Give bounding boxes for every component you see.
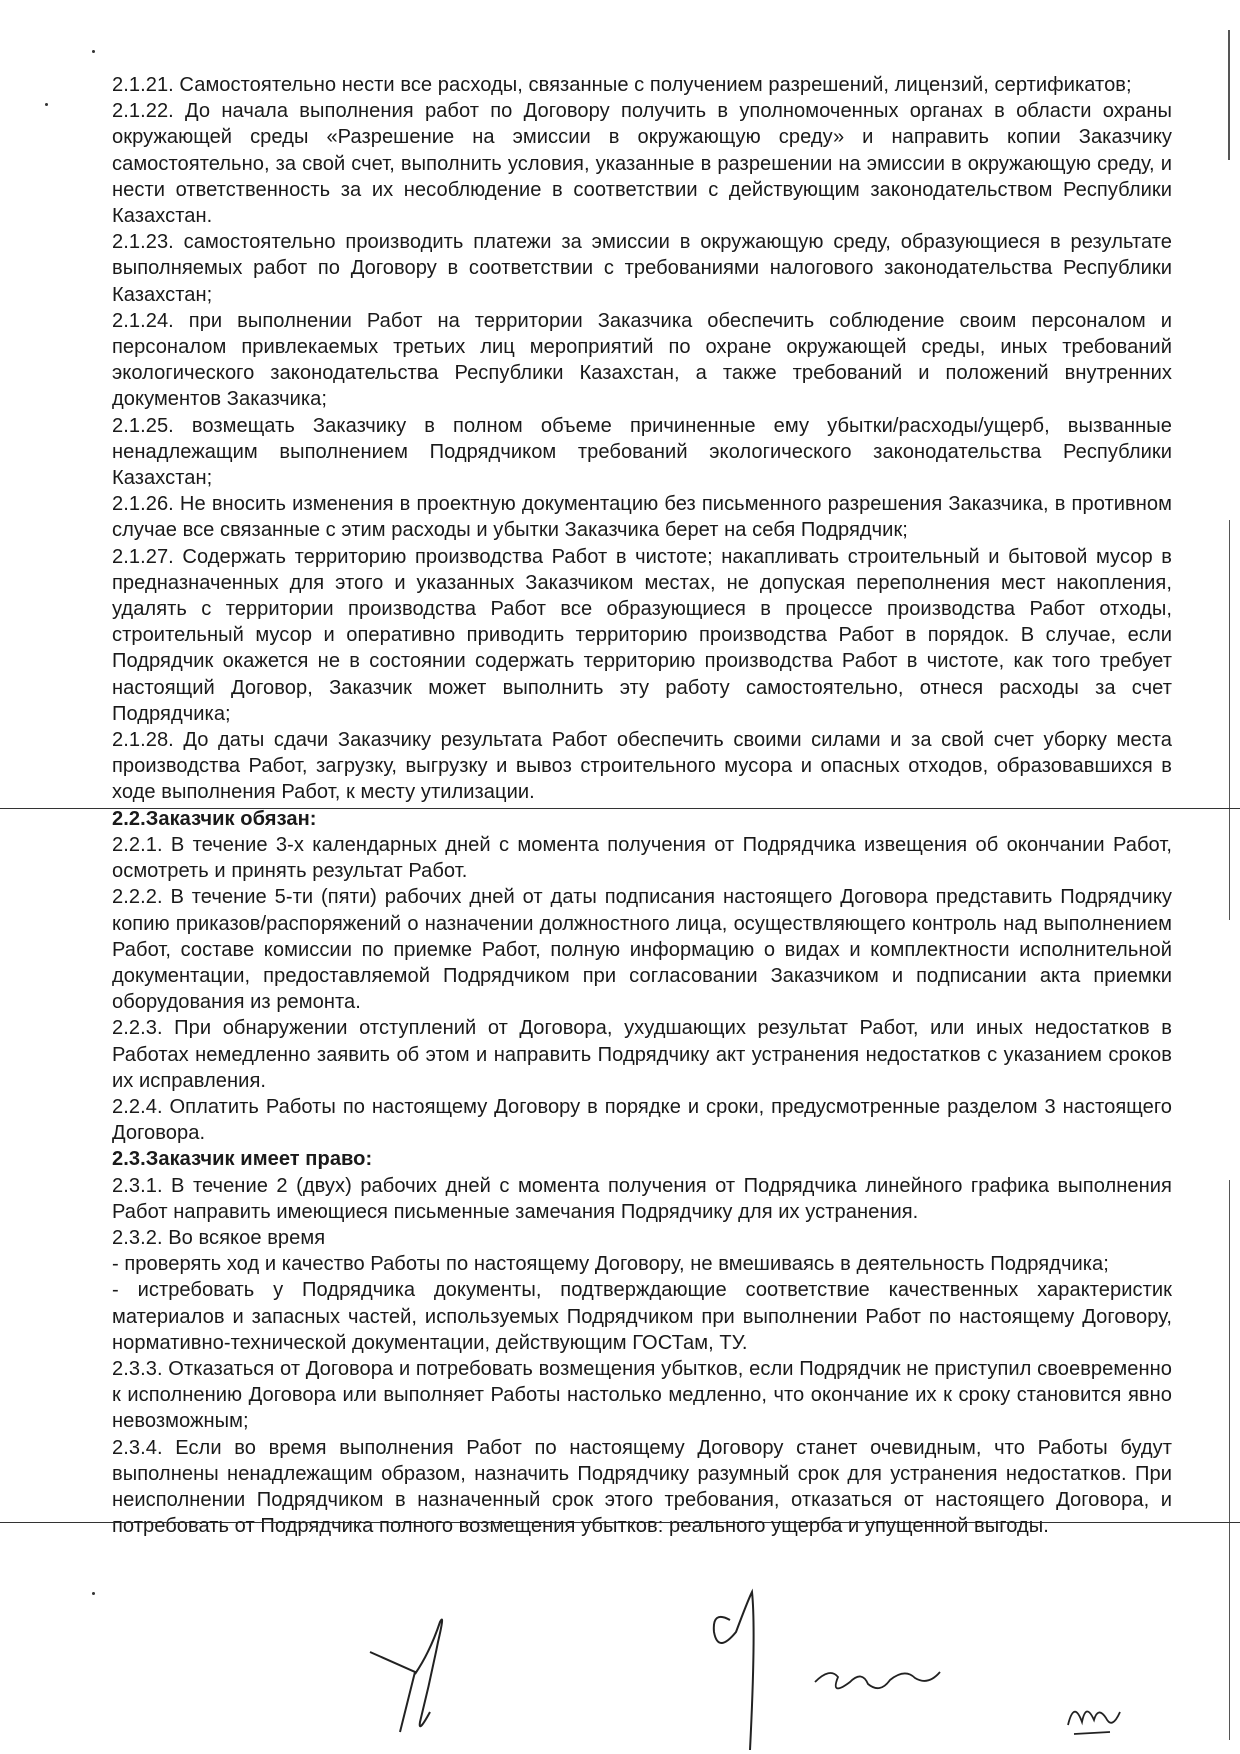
clause-2-3-3: 2.3.3. Отказаться от Договора и потребовать возмещения убытков, если Подрядчик не приступил своевременно к исполнению Договора или выполняет Работы настолько медленно, что окончание их к сроку становится явно невозможным; <box>112 1357 1172 1433</box>
scan-edge-mark <box>1228 30 1230 160</box>
clause-2-2-4: 2.2.4. Оплатить Работы по настоящему Договору в порядке и сроки, предусмотренные разделом 3 настоящего Договора. <box>112 1095 1172 1145</box>
clause-2-1-28: 2.1.28. До даты сдачи Заказчику результата Работ обеспечить своими силами и за свой счет уборку места производства Работ, загрузку, выгрузку и вывоз строительного мусора и опасных отходов, образовавшихся в ходе выполнения Работ, к месту утилизации. <box>112 729 1172 804</box>
scan-speck <box>45 103 48 106</box>
scan-speck <box>92 1592 95 1595</box>
scan-fold-line <box>0 808 1240 809</box>
clause-2-1-27: 2.1.27. Содержать территорию производства Работ в чистоте; накапливать строительный и бытовой мусор в предназначенных для этого и указанных Заказчиком местах, не допуская переполнения мест накопления, удалять с территории производства Работ все образующиеся в процессе производства Работ отходы, строительный мусор и оперативно приводить территорию производства Работ в порядок. В случае, если Подрядчик окажется не в состоянии содержать территорию производства Работ в чистоте, как того требует настоящий Договор, Заказчик может выполнить эту работу самостоятельно, отнеся расходы за счет Подрядчика; <box>112 545 1172 725</box>
scan-fold-line <box>0 1522 1240 1523</box>
scan-edge-mark <box>1229 1180 1230 1740</box>
clause-2-2-2: 2.2.2. В течение 5-ти (пяти) рабочих дней от даты подписания настоящего Договора представить Подрядчику копию приказов/распоряжений о назначении должностного лица, осуществляющего контроль над выполнением Работ, составе комиссии по приемке Работ, полную информацию о видах и комплектности исполнительной документации, предоставляемой Подрядчиком при согласовании Заказчиком и подписании акта приемки оборудования из ремонта. <box>112 886 1172 1014</box>
clause-2-1-22: 2.1.22. До начала выполнения работ по Договору получить в уполномоченных органах в области охраны окружающей среды «Разрешение на эмиссии в окружающую среду» и направить копии Заказчику самостоятельно, за свой счет, выполнить условия, указанные в разрешении на эмиссии в окружающую среду, и нести ответственность за их несоблюдение в соответствии с действующим законодательством Республики Казахстан. <box>112 100 1172 228</box>
clause-2-1-23: 2.1.23. самостоятельно производить платежи за эмиссии в окружающую среду, образующиеся в результате выполняемых работ по Договору в соответствии с требованиями налогового законодательства Республики Казахстан; <box>112 231 1172 306</box>
signature-2 <box>700 1580 790 1750</box>
clause-2-3-1: 2.3.1. В течение 2 (двух) рабочих дней с момента получения от Подрядчика линейного графика выполнения Работ направить имеющиеся письменные замечания Подрядчику для их устранения. <box>112 1174 1172 1223</box>
scan-edge-mark <box>1229 520 1230 920</box>
signature-1 <box>360 1612 500 1742</box>
clause-2-1-24: 2.1.24. при выполнении Работ на территории Заказчика обеспечить соблюдение своим персоналом и персоналом привлекаемых третьих лиц мероприятий по охране окружающей среды, иных требований экологического законодательства Республики Казахстан, а также требований и положений внутренних документов Заказчика; <box>112 309 1172 411</box>
document-body <box>112 72 1172 1539</box>
clause-2-1-25: 2.1.25. возмещать Заказчику в полном объеме причиненные ему убытки/расходы/ущерб, вызванные ненадлежащим выполнением Подрядчиком требований экологического законодательства Республики Казахстан; <box>112 414 1172 490</box>
clause-2-1-21: 2.1.21. Самостоятельно нести все расходы, связанные с получением разрешений, лицензий, сертификатов; <box>112 74 1132 96</box>
signature-4 <box>1060 1690 1130 1740</box>
clause-2-1-26: 2.1.26. Не вносить изменения в проектную документацию без письменного разрешения Заказчика, в противном случае все связанные с этим расходы и убытки Заказчика берет на себя Подрядчик; <box>112 493 1172 542</box>
clause-2-2-3: 2.2.3. При обнаружении отступлений от Договора, ухудшающих результат Работ, или иных недостатков в Работах немедленно заявить об этом и направить Подрядчику акт устранения недостатков с указанием сроков их исправления. <box>112 1017 1172 1092</box>
section-heading-2-2: 2.2.Заказчик обязан: <box>112 807 317 830</box>
scan-speck <box>92 50 95 53</box>
clause-2-3-4: 2.3.4. Если во время выполнения Работ по настоящему Договору станет очевидным, что Работы будут выполнены ненадлежащим образом, назначить Подрядчику разумный срок для устранения недостатков. При неисполнении Подрядчиком в назначенный срок этого требования, отказаться от настоящего Договора, и потребовать от Подрядчика полного возмещения убытков: реального ущерба и упущенной выгоды. <box>112 1436 1172 1538</box>
section-heading-2-3: 2.3.Заказчик имеет право: <box>112 1148 373 1171</box>
clause-2-2-1: 2.2.1. В течение 3-х календарных дней с момента получения от Подрядчика извещения об окончании Работ, осмотреть и принять результат Работ. <box>112 833 1172 883</box>
signature-3 <box>810 1652 950 1712</box>
clause-2-3-2: 2.3.2. Во всякое время <box>112 1226 326 1249</box>
clause-2-3-2-item-1: - проверять ход и качество Работы по настоящему Договору, не вмешиваясь в деятельность Подрядчика; <box>112 1253 1109 1276</box>
clause-2-3-2-item-2: - истребовать у Подрядчика документы, подтверждающие соответствие качественных характеристик материалов и запасных частей, используемых Подрядчиком при выполнении Работ по настоящему Договору, нормативно-технической документации, действующим ГОСТам, ТУ. <box>112 1279 1172 1354</box>
